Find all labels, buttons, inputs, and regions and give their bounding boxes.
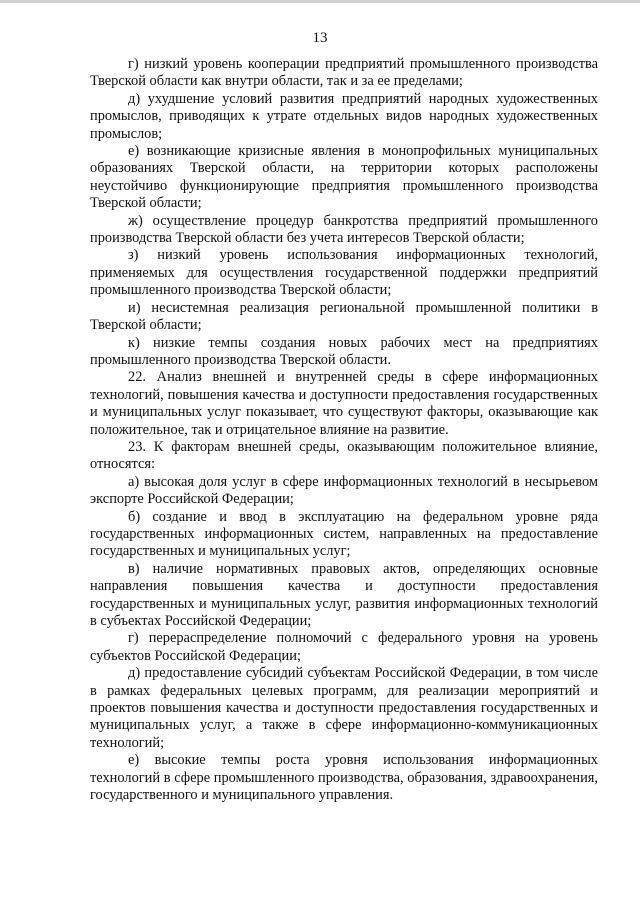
paragraph-22-analysis: 22. Анализ внешней и внутренней среды в сфере информационных технологий, повышения качества и доступности предоставления государственных и муниципальных услуг показывает, что существуют факторы, оказывающие как положительное, так и отрицательное влияние на развитие. — [90, 369, 598, 438]
paragraph-i-policy: и) несистемная реализация региональной промышленной политики в Тверской области; — [90, 299, 598, 334]
paragraph-d-subsidies: д) предоставление субсидий субъектам Российской Федерации, в том числе в рамках федеральных целевых программ, для реализации мероприятий и проектов повышения качества и доступности предоставления государственных и муниципальных услуг, а также в сфере информационно-коммуникационных технологий; — [90, 665, 598, 751]
paragraph-g-powers: г) перераспределение полномочий с федерального уровня на уровень субъектов Российской Федерации; — [90, 630, 598, 664]
scan-edge-line — [0, 0, 640, 3]
paragraph-e-monotowns: е) возникающие кризисные явления в монопрофильных муниципальных образованиях Тверской области, на территории которых расположены неустойчиво функционирующие предприятия промышленного производства Тверской области; — [90, 143, 598, 212]
document-body — [90, 56, 598, 804]
paragraph-b-federal-systems: б) создание и ввод в эксплуатацию на федеральном уровне ряда государственных информационных систем, направленных на предоставление государственных и муниципальных услуг; — [90, 508, 598, 560]
paragraph-g-cooperation: г) низкий уровень кооперации предприятий промышленного производства Тверской области как внутри области, так и за ее пределами; — [90, 56, 598, 90]
paragraph-d-folk-crafts: д) ухудшение условий развития предприятий народных художественных промыслов, приводящих к утрате отдельных видов народных художественных промыслов; — [90, 90, 598, 142]
paragraph-a-it-export: а) высокая доля услуг в сфере информационных технологий в несырьевом экспорте Российской Федерации; — [90, 473, 598, 508]
paragraph-z-it-usage: з) низкий уровень использования информационных технологий, применяемых для осуществления государственной поддержки предприятий промышленного производства Тверской области; — [90, 247, 598, 299]
paragraph-23-external-factors: 23. К факторам внешней среды, оказывающим положительное влияние, относятся: — [90, 438, 598, 473]
paragraph-k-jobs: к) низкие темпы создания новых рабочих мест на предприятиях промышленного производства Тверской области. — [90, 334, 598, 368]
paragraph-e-it-growth: е) высокие темпы роста уровня использования информационных технологий в сфере промышленного производства, образования, здравоохранения, государственного и муниципального управления. — [90, 752, 598, 804]
paragraph-zh-bankruptcy: ж) осуществление процедур банкротства предприятий промышленного производства Тверской области без учета интересов Тверской области; — [90, 212, 598, 247]
page-number: 13 — [312, 30, 328, 46]
paragraph-v-regulations: в) наличие нормативных правовых актов, определяющих основные направления повышения качества и доступности предоставления государственных и муниципальных услуг, развития информационных технологий в субъектах Российской Федерации; — [90, 560, 598, 629]
